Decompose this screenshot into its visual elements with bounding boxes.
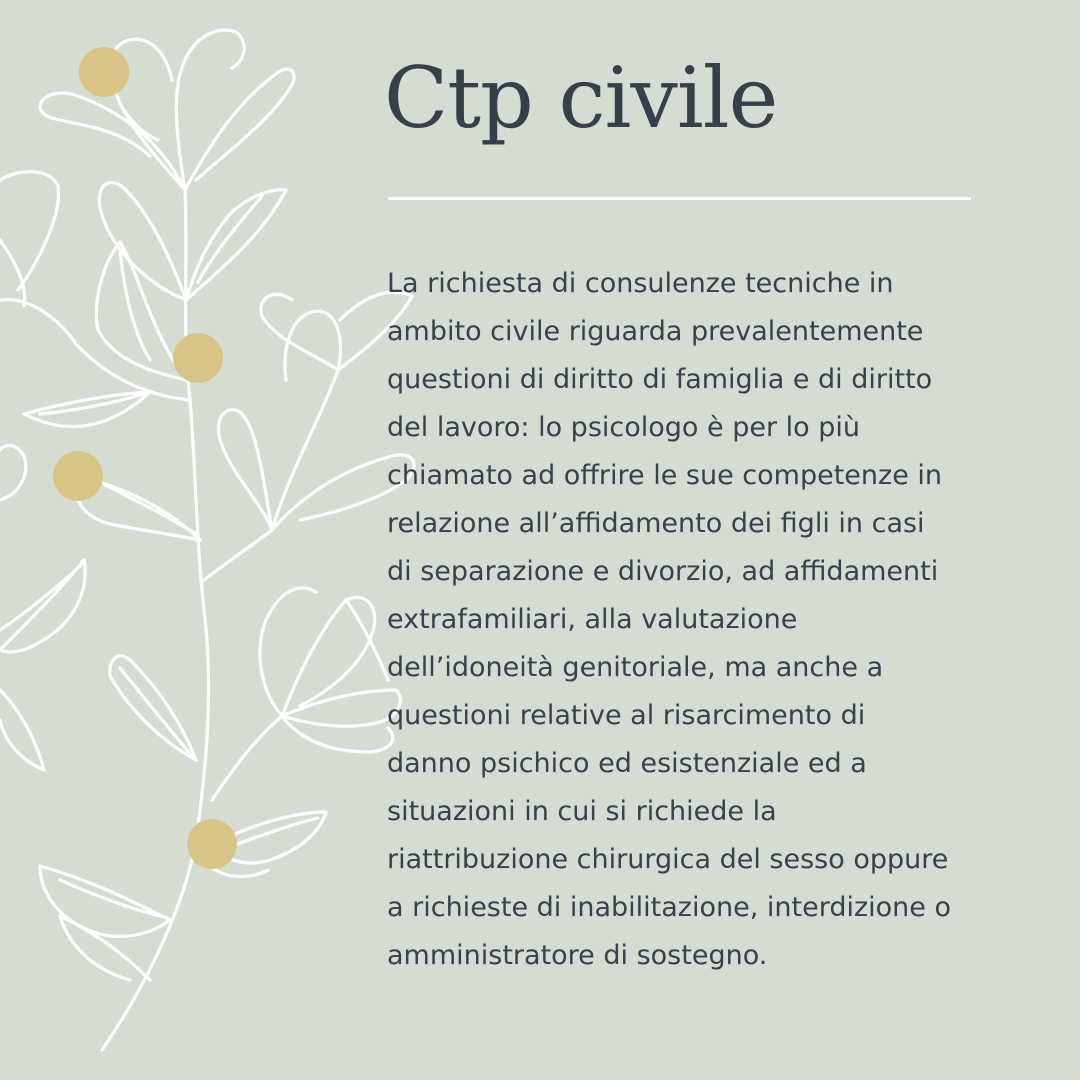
body-line: dell’idoneità genitoriale, ma anche a <box>387 652 884 683</box>
middle-flower <box>272 311 340 530</box>
gold-dot <box>79 47 129 97</box>
body-line: questioni relative al risarcimento di <box>387 700 866 731</box>
body-line: extrafamiliari, alla valutazione <box>387 604 798 635</box>
top-flower <box>40 93 185 190</box>
leaf <box>99 182 186 300</box>
body-line: riattribuzione chirurgica del sesso oppure <box>387 844 949 875</box>
left-flower-dot <box>76 476 200 540</box>
body-line: a richieste di inabilitazione, interdizione o <box>387 892 951 923</box>
bottom-flower <box>210 812 326 863</box>
title-divider <box>388 197 971 200</box>
lower-flower <box>282 598 375 716</box>
body-line: di separazione e divorzio, ad affidamenti <box>387 556 939 587</box>
body-line: relazione all’affidamento dei figli in casi <box>387 508 925 539</box>
body-line: ambito civile riguarda prevalentemente <box>387 316 924 347</box>
body-line: chiamato ad offrire le sue competenze in <box>387 460 943 491</box>
body-line: danno psichico ed esistenziale ed a <box>387 748 867 779</box>
body-line: situazioni in cui si richiede la <box>387 796 777 827</box>
gold-dot <box>53 451 103 501</box>
body-line: La richiesta di consulenze tecniche in <box>387 268 894 299</box>
left-flower <box>0 172 58 290</box>
body-paragraph <box>387 260 987 980</box>
page-title: Ctp civile <box>384 49 778 147</box>
body-line: del lavoro: lo psicologo è per lo più <box>387 412 861 443</box>
gold-dot <box>187 819 237 869</box>
body-line: amministratore di sostegno. <box>387 940 768 971</box>
main-stem <box>102 190 209 1050</box>
gold-dot <box>173 333 223 383</box>
body-line: questioni di diritto di famiglia e di diritto <box>387 364 933 395</box>
